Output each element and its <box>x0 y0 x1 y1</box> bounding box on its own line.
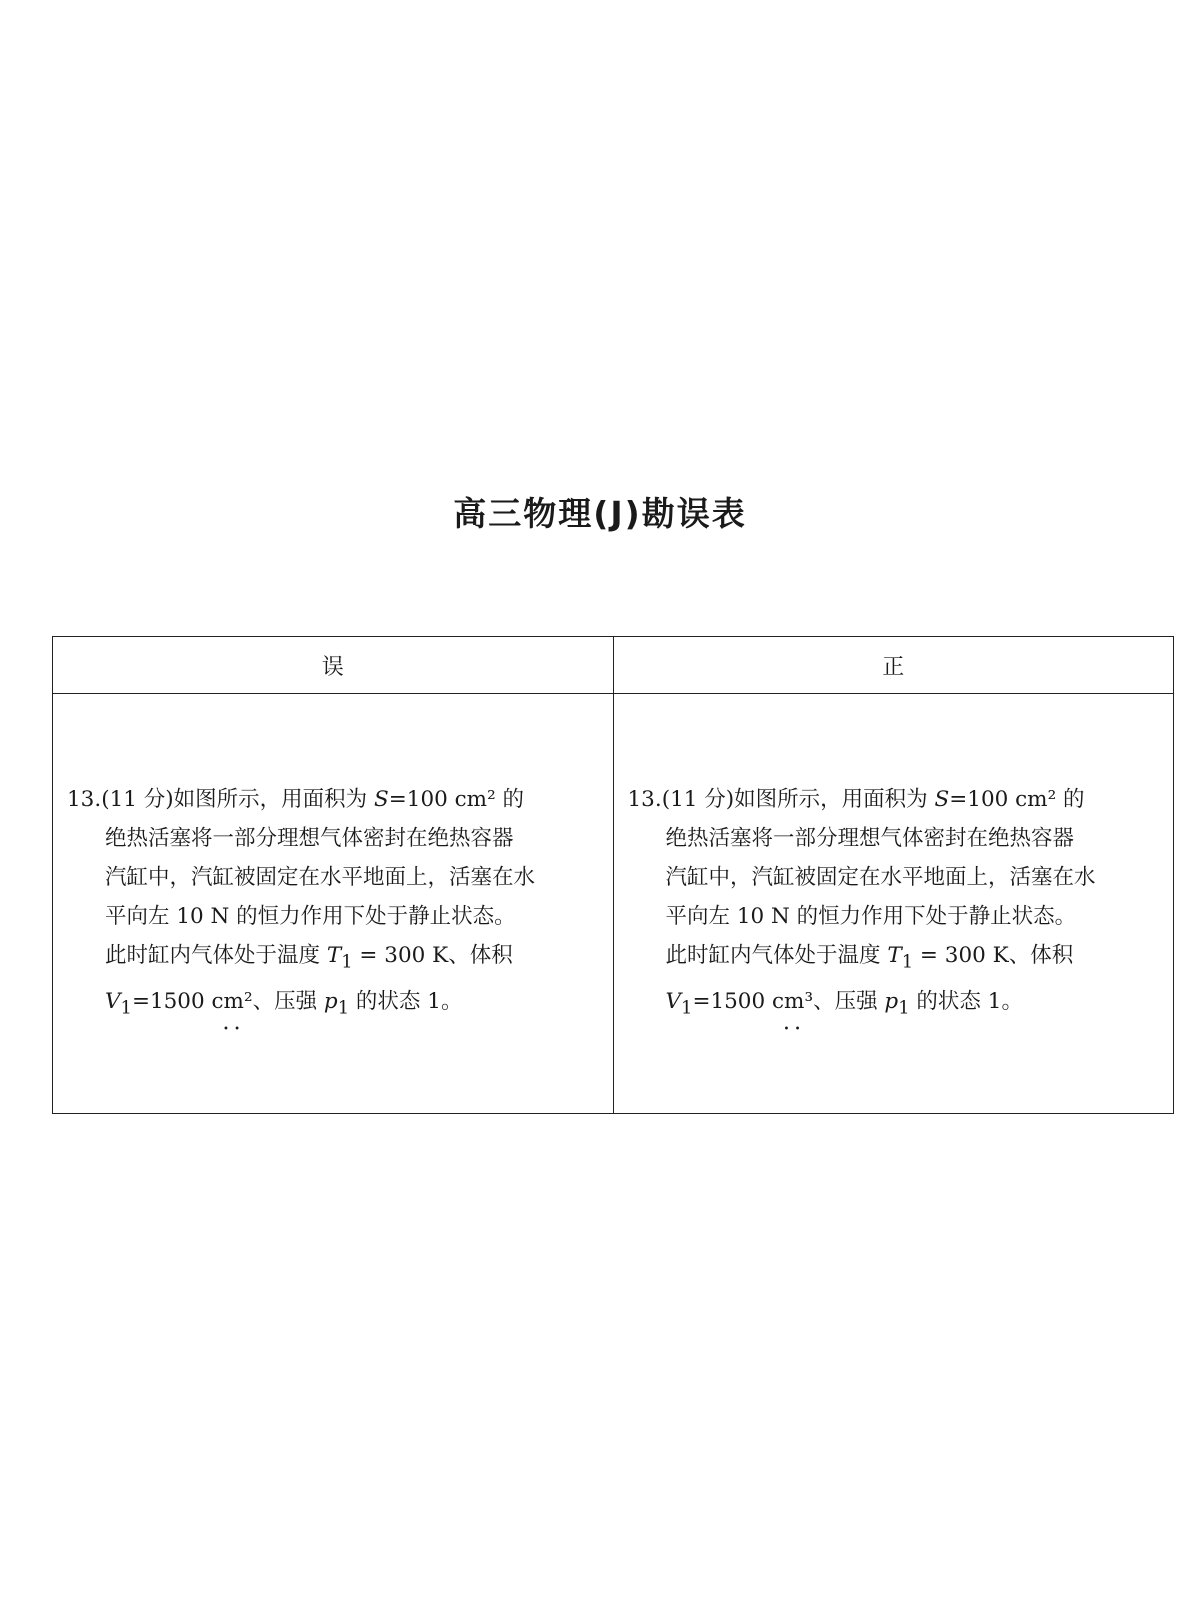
line5-text: 此时缸内气体处于温度 <box>105 943 327 969</box>
area-value: =100 cm² 的 <box>388 787 525 813</box>
state-text: 的状态 1。 <box>909 988 1023 1014</box>
header-wrong: 误 <box>53 637 614 694</box>
cell-correct <box>613 694 1174 1114</box>
temp-value: = 300 K、体积 <box>913 943 1074 969</box>
line5-text: 此时缸内气体处于温度 <box>665 943 888 969</box>
area-variable: S <box>934 787 950 813</box>
area-value: =100 cm² 的 <box>949 787 1085 813</box>
problem-correct <box>628 780 1162 1027</box>
pressure-text: 、压强 <box>813 988 885 1014</box>
temp-variable: T <box>887 943 902 969</box>
problem-score: (11 分) <box>661 787 735 813</box>
problem-line-3: 汽缸中，汽缸被固定在水平地面上，活塞在水 <box>105 865 536 891</box>
problem-line-4: 平向左 10 N 的恒力作用下处于静止状态。 <box>105 904 516 930</box>
volume-variable: V <box>105 988 121 1014</box>
temp-variable: T <box>326 943 342 969</box>
problem-line-6 <box>666 982 1162 1027</box>
errata-table <box>52 636 1174 1114</box>
problem-line-6 <box>105 982 601 1027</box>
cell-wrong <box>53 694 614 1114</box>
pressure-subscript: 1 <box>337 996 350 1018</box>
pressure-variable: p <box>884 988 899 1014</box>
problem-line-2: 绝热活塞将一部分理想气体密封在绝热容器 <box>105 826 514 852</box>
volume-subscript: 1 <box>120 996 132 1018</box>
problem-score: (11 分) <box>101 787 174 813</box>
temp-subscript: 1 <box>901 951 914 973</box>
problem-line-1 <box>628 780 1162 819</box>
volume-subscript: 1 <box>681 996 693 1018</box>
content-row <box>53 694 1174 1114</box>
pressure-variable: p <box>323 988 338 1014</box>
pressure-subscript: 1 <box>898 996 910 1018</box>
problem-line-5 <box>666 936 1162 981</box>
temp-subscript: 1 <box>341 951 353 973</box>
problem-wrong <box>67 780 601 1027</box>
problem-number: 13. <box>67 787 102 813</box>
problem-line-3: 汽缸中，汽缸被固定在水平地面上，活塞在水 <box>665 865 1096 891</box>
temp-value: = 300 K、体积 <box>352 943 513 969</box>
line1-text: 如图所示，用面积为 <box>173 787 375 813</box>
volume-value: =1500 <box>131 988 212 1014</box>
volume-unit-emphasized: cm³ • • <box>772 982 813 1021</box>
volume-variable: V <box>665 988 682 1014</box>
problem-line-5 <box>105 936 601 981</box>
problem-line-1 <box>67 780 601 819</box>
problem-number: 13. <box>627 787 662 813</box>
page-title: 高三物理(J)勘误表 <box>453 494 747 533</box>
problem-line-2: 绝热活塞将一部分理想气体密封在绝热容器 <box>665 826 1075 852</box>
volume-unit-emphasized: cm² • • <box>212 982 253 1021</box>
problem-line-4: 平向左 10 N 的恒力作用下处于静止状态。 <box>665 904 1077 930</box>
header-row <box>53 637 1174 694</box>
state-text: 的状态 1。 <box>349 988 463 1014</box>
header-correct: 正 <box>613 637 1174 694</box>
volume-value: =1500 <box>692 988 773 1014</box>
line1-text: 如图所示，用面积为 <box>734 787 935 813</box>
area-variable: S <box>374 787 389 813</box>
pressure-text: 、压强 <box>252 988 324 1014</box>
